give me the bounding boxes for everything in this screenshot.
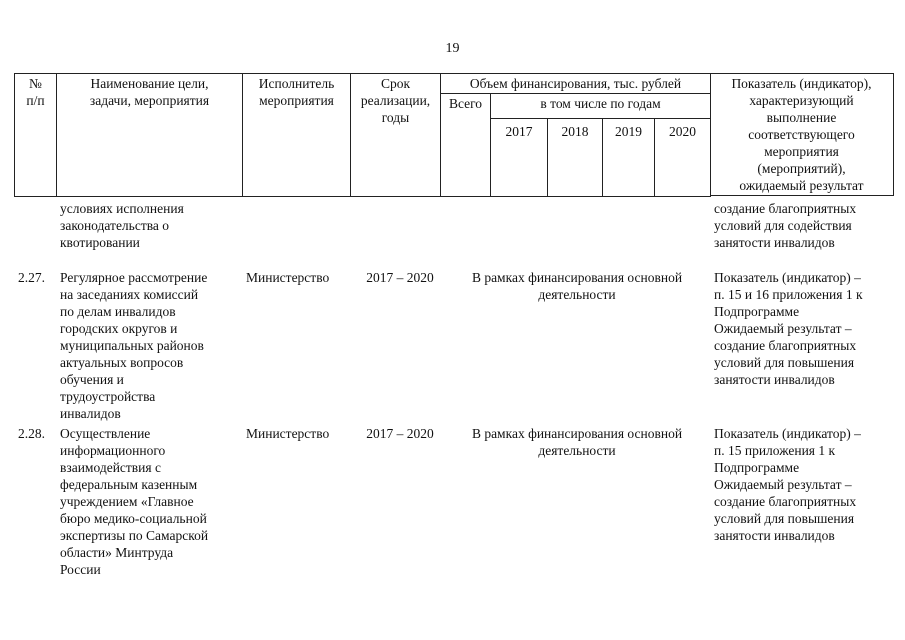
row-2-28-financing: В рамках финансирования основной деятельности <box>471 426 683 458</box>
row-2-28-num: 2.28. <box>18 426 45 441</box>
row-2-28-name: Осуществление информационного взаимодействия с федеральным казенным учреждением «Главное бюро медико-социальной экспертизы по Самарской области» Минтруда России <box>60 426 209 577</box>
header-num: № п/п <box>15 74 57 197</box>
header-indicator: Показатель (индикатор), характеризующий выполнение соответствующего мероприятия (мероприятий), ожидаемый результат <box>710 73 894 196</box>
continuation-indicator: создание благоприятных условий для содействия занятости инвалидов <box>714 201 857 250</box>
header-year-2020: 2020 <box>655 119 711 197</box>
row-2-27-indicator: Показатель (индикатор) – п. 15 и 16 приложения 1 к Подпрограмме Ожидаемый результат – создание благоприятных условий для повышения занятости инвалидов <box>714 270 863 387</box>
header-executor: Исполнитель мероприятия <box>243 74 351 197</box>
row-2-27-term: 2017 – 2020 <box>366 270 434 285</box>
row-2-28-indicator: Показатель (индикатор) – п. 15 приложения 1 к Подпрограмме Ожидаемый результат – создание благоприятных условий для повышения занятости инвалидов <box>714 426 861 543</box>
continuation-name: условиях исполнения законодательства о квотировании <box>60 201 184 250</box>
row-2-27-financing: В рамках финансирования основной деятельности <box>471 270 683 302</box>
header-financing: Объем финансирования, тыс. рублей <box>441 74 711 94</box>
header-term: Срок реализации, годы <box>351 74 441 197</box>
header-total: Всего <box>441 94 491 197</box>
header-year-2017: 2017 <box>491 119 548 197</box>
row-2-27-executor: Министерство <box>246 270 330 285</box>
row-2-28-executor: Министерство <box>246 426 330 441</box>
row-2-27-num: 2.27. <box>18 270 45 285</box>
row-2-28-term: 2017 – 2020 <box>366 426 434 441</box>
header-by-years: в том числе по годам <box>491 94 711 119</box>
header-year-2018: 2018 <box>548 119 603 197</box>
row-2-27-name: Регулярное рассмотрение на заседаниях комиссий по делам инвалидов городских округов и муниципальных районов актуальных вопросов обучения и трудоустройства инвалидов <box>60 270 208 421</box>
header-year-2019: 2019 <box>603 119 655 197</box>
header-name: Наименование цели, задачи, мероприятия <box>57 74 243 197</box>
page-number: 19 <box>445 41 460 56</box>
